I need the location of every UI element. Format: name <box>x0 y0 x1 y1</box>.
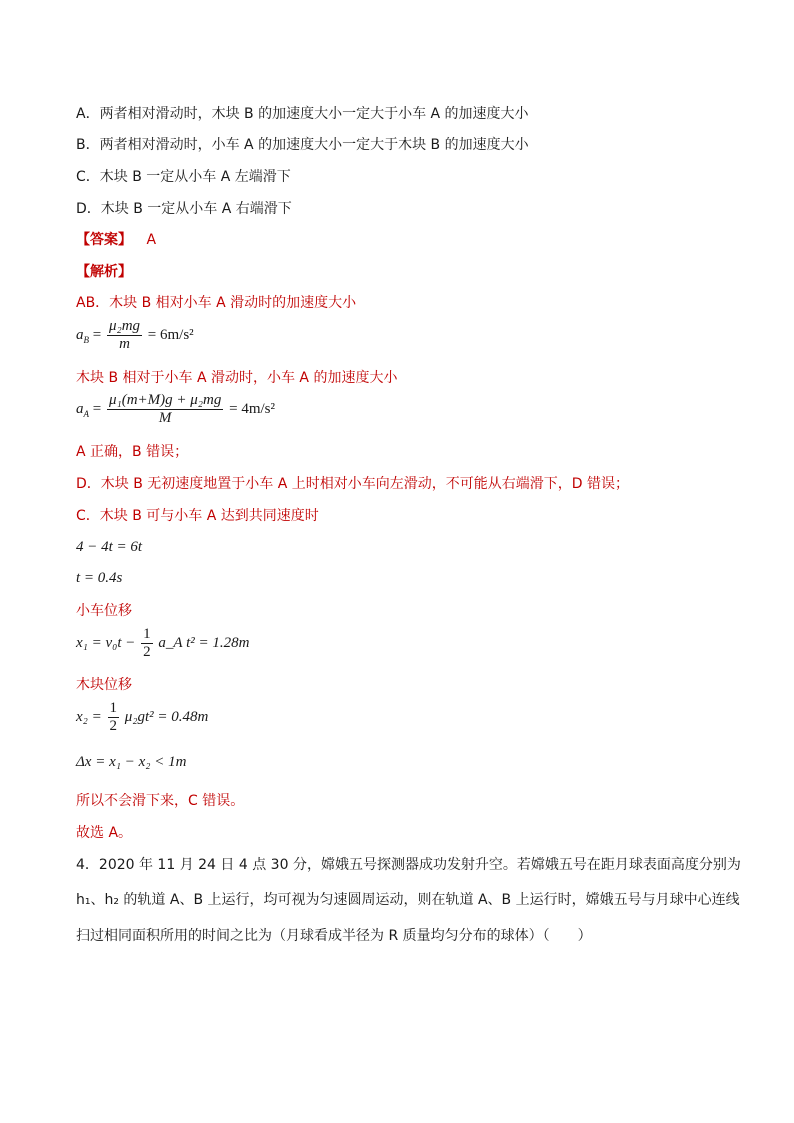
car-displacement-label: 小车位移 <box>76 603 132 619</box>
question4-line3: 扫过相同面积所用的时间之比为（月球看成半径为 R 质量均匀分布的球体）（ ） <box>76 928 592 944</box>
option-a: A．两者相对滑动时，木块 B 的加速度大小一定大于小车 A 的加速度大小 <box>76 106 529 122</box>
equation-x1: x₁ = v₀t − $\frac{1}{2}$ a_A t² = 1.28m <box>76 626 250 660</box>
equation-a-b: $a_B$ = $\frac{\text{μ₂mg}}{m}$ = 6m/s² <box>76 318 194 352</box>
answer-line <box>76 230 156 250</box>
equation-time: t = 0.4s <box>76 570 123 586</box>
answer-label: 【答案】 <box>76 232 132 248</box>
analysis-a-intro: 木块 B 相对于小车 A 滑动时，小车 A 的加速度大小 <box>76 370 398 386</box>
analysis-label: 【解析】 <box>76 264 132 280</box>
option-b: B．两者相对滑动时，小车 A 的加速度大小一定大于木块 B 的加速度大小 <box>76 137 529 153</box>
analysis-ab-conclusion: A 正确，B 错误； <box>76 444 189 460</box>
equation-a-a: $a_A$ = $\frac{\text{μ₁(m+M)g + μ₂mg}}{M}$ = 4m/s² <box>76 392 275 426</box>
question4-line1: 4．2020 年 11 月 24 日 4 点 30 分，嫦娥五号探测器成功发射升空。若嫦娥五号在距月球表面高度分别为 <box>76 857 741 873</box>
question4-line2: h₁、h₂ 的轨道 A、B 上运行，均可视为匀速圆周运动，则在轨道 A、B 上运行时，嫦娥五号与月球中心连线 <box>76 892 740 908</box>
option-c: C．木块 B 一定从小车 A 左端滑下 <box>76 169 291 185</box>
equation-delta-x: Δx = x₁ − x₂ < 1m <box>76 754 187 770</box>
equation-x2: x₂ = $\frac{1}{2}$ μ₂gt² = 0.48m <box>76 700 209 734</box>
block-displacement-label: 木块位移 <box>76 677 132 693</box>
analysis-c-conclusion: 所以不会滑下来，C 错误。 <box>76 793 245 809</box>
option-d: D．木块 B 一定从小车 A 右端滑下 <box>76 201 292 217</box>
equation-common-velocity: 4 − 4t = 6t <box>76 539 143 555</box>
answer-value: A <box>146 232 157 248</box>
analysis-c-text: C．木块 B 可与小车 A 达到共同速度时 <box>76 508 319 524</box>
analysis-d-text: D．木块 B 无初速度地置于小车 A 上时相对小车向左滑动，不可能从右端滑下，D 错误； <box>76 476 629 492</box>
analysis-ab-intro: AB．木块 B 相对小车 A 滑动时的加速度大小 <box>76 295 357 311</box>
analysis-final: 故选 A。 <box>76 825 133 841</box>
